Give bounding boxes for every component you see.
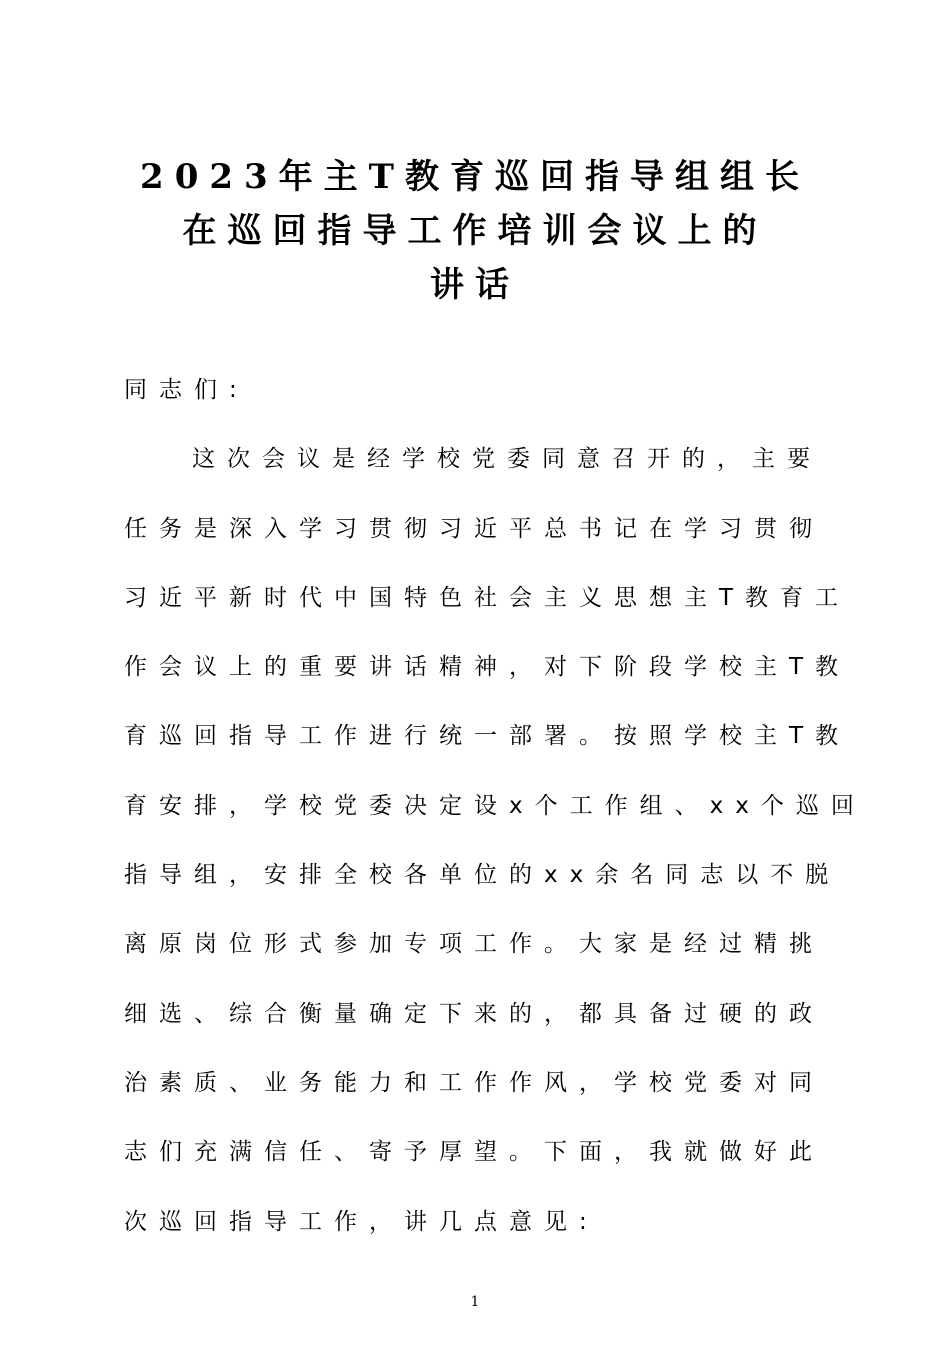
paragraph-line-2: 任务是深入学习贯彻习近平总书记在学习贯彻 xyxy=(124,515,824,542)
salutation: 同志们: xyxy=(124,377,249,403)
paragraph-line-9: 细选、综合衡量确定下来的，都具备过硬的政 xyxy=(124,1000,824,1027)
paragraph-line-7: 指导组，安排全校各单位的xx余名同志以不脱 xyxy=(124,862,841,889)
paragraph-line-5: 育巡回指导工作进行统一部署。按照学校主T教 xyxy=(124,723,851,750)
paragraph-line-1: 这次会议是经学校党委同意召开的，主要 xyxy=(192,446,822,473)
speech-body xyxy=(124,370,866,1271)
paragraph-line-4: 作会议上的重要讲话精神，对下阶段学校主T教 xyxy=(124,654,851,681)
page-number: 1 xyxy=(470,1294,480,1310)
title-line-3: 讲话 xyxy=(430,265,520,305)
paragraph-line-12: 次巡回指导工作，讲几点意见: xyxy=(124,1208,599,1235)
document-title xyxy=(120,150,830,312)
paragraph-line-3: 习近平新时代中国特色社会主义思想主T教育工 xyxy=(124,584,851,611)
paragraph-line-10: 治素质、业务能力和工作作风，学校党委对同 xyxy=(124,1069,824,1096)
paragraph-line-8: 离原岗位形式参加专项工作。大家是经过精挑 xyxy=(124,931,824,958)
title-line-1: 2023年主T教育巡回指导组组长 xyxy=(140,157,810,197)
title-line-2: 在巡回指导工作培训会议上的 xyxy=(182,211,768,251)
paragraph-line-6: 育安排，学校党委决定设x个工作组、xx个巡回 xyxy=(124,792,866,819)
paragraph-line-11: 志们充满信任、寄予厚望。下面，我就做好此 xyxy=(124,1139,824,1166)
